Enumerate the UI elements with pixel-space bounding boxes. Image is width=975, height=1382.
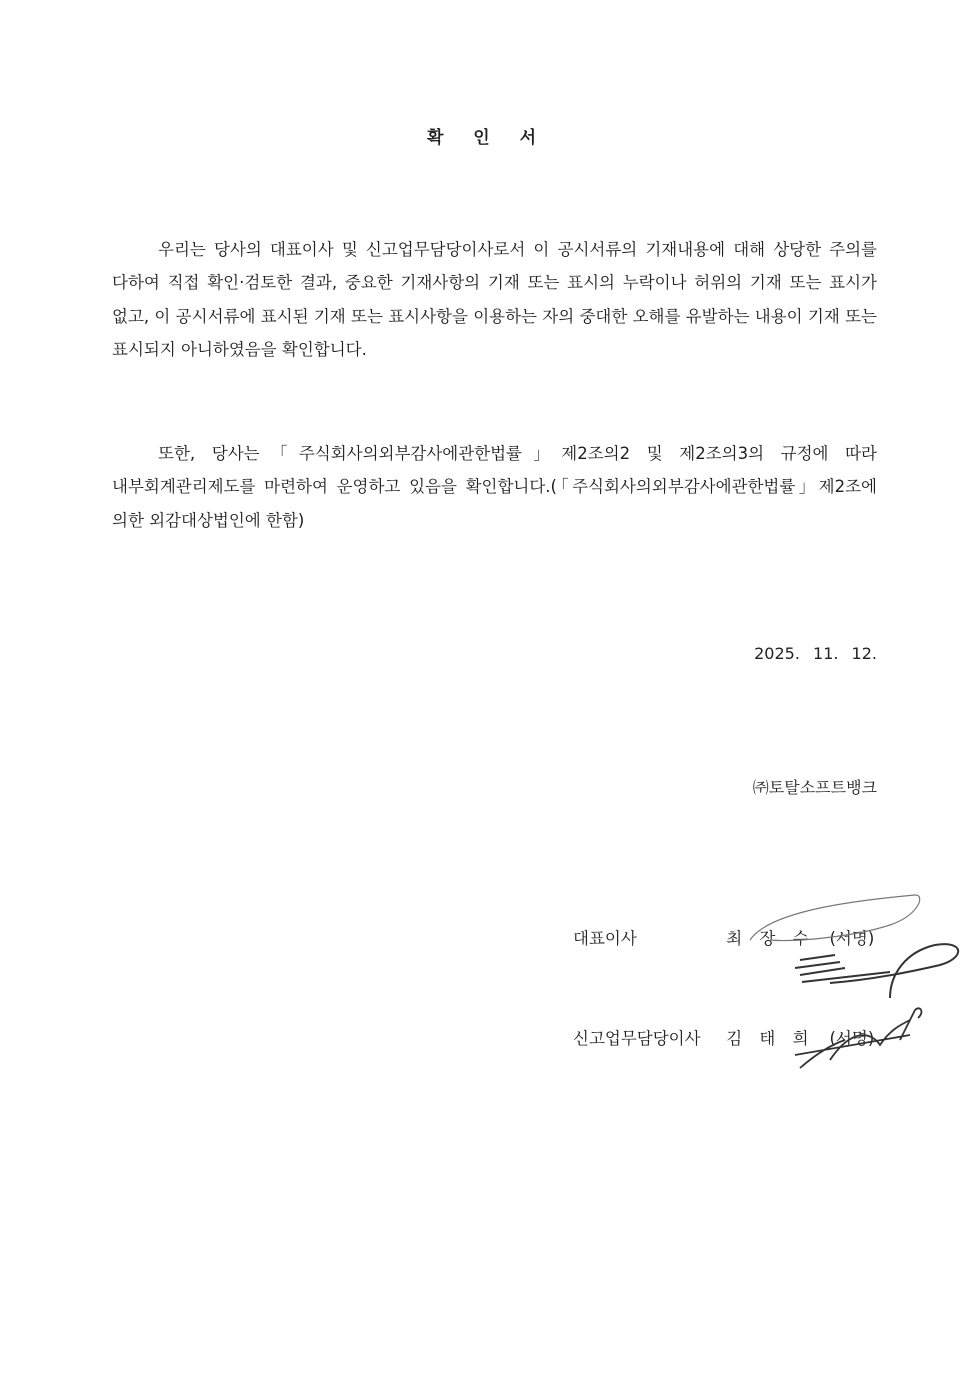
signatory-role: 신고업무담당이사 <box>573 1029 701 1048</box>
document-title: 확 인 서 <box>426 128 549 148</box>
signature-mark-label: (서명) <box>829 929 875 948</box>
signatory-name: 김 태 희 <box>726 1029 815 1048</box>
internal-control-paragraph: 또한, 당사는「주식회사의외부감사에관한법률」제2조의2 및 제2조의3의 규정에 따라 내부회계관리제도를 마련하여 운영하고 있음을 확인합니다.(「주식회사의외부감사에관한법률」제2조에 의한 외감대상법인에 한함) <box>112 443 877 530</box>
document-date: 2025. 11. 12. <box>754 644 877 663</box>
signatory-disclosure-officer <box>573 1025 874 1049</box>
signatory-ceo <box>573 925 874 949</box>
company-name: ㈜토탈소프트뱅크 <box>752 778 877 797</box>
confirmation-paragraph: 우리는 당사의 대표이사 및 신고업무담당이사로서 이 공시서류의 기재내용에 대해 상당한 주의를 다하여 직접 확인·검토한 결과, 중요한 기재사항의 기재 또는 표시의 누락이나 허위의 기재 또는 표시가 없고, 이 공시서류에 표시된 기재 또는 표시사항을 이용하는 자의 중대한 오해를 유발하는 내용이 기재 또는 표시되지 아니하였음을 확인합니다. <box>112 239 877 359</box>
signatory-name: 최 장 수 <box>726 929 815 948</box>
signatory-role: 대표이사 <box>573 929 637 948</box>
signature-mark-label: (서명) <box>829 1029 875 1048</box>
